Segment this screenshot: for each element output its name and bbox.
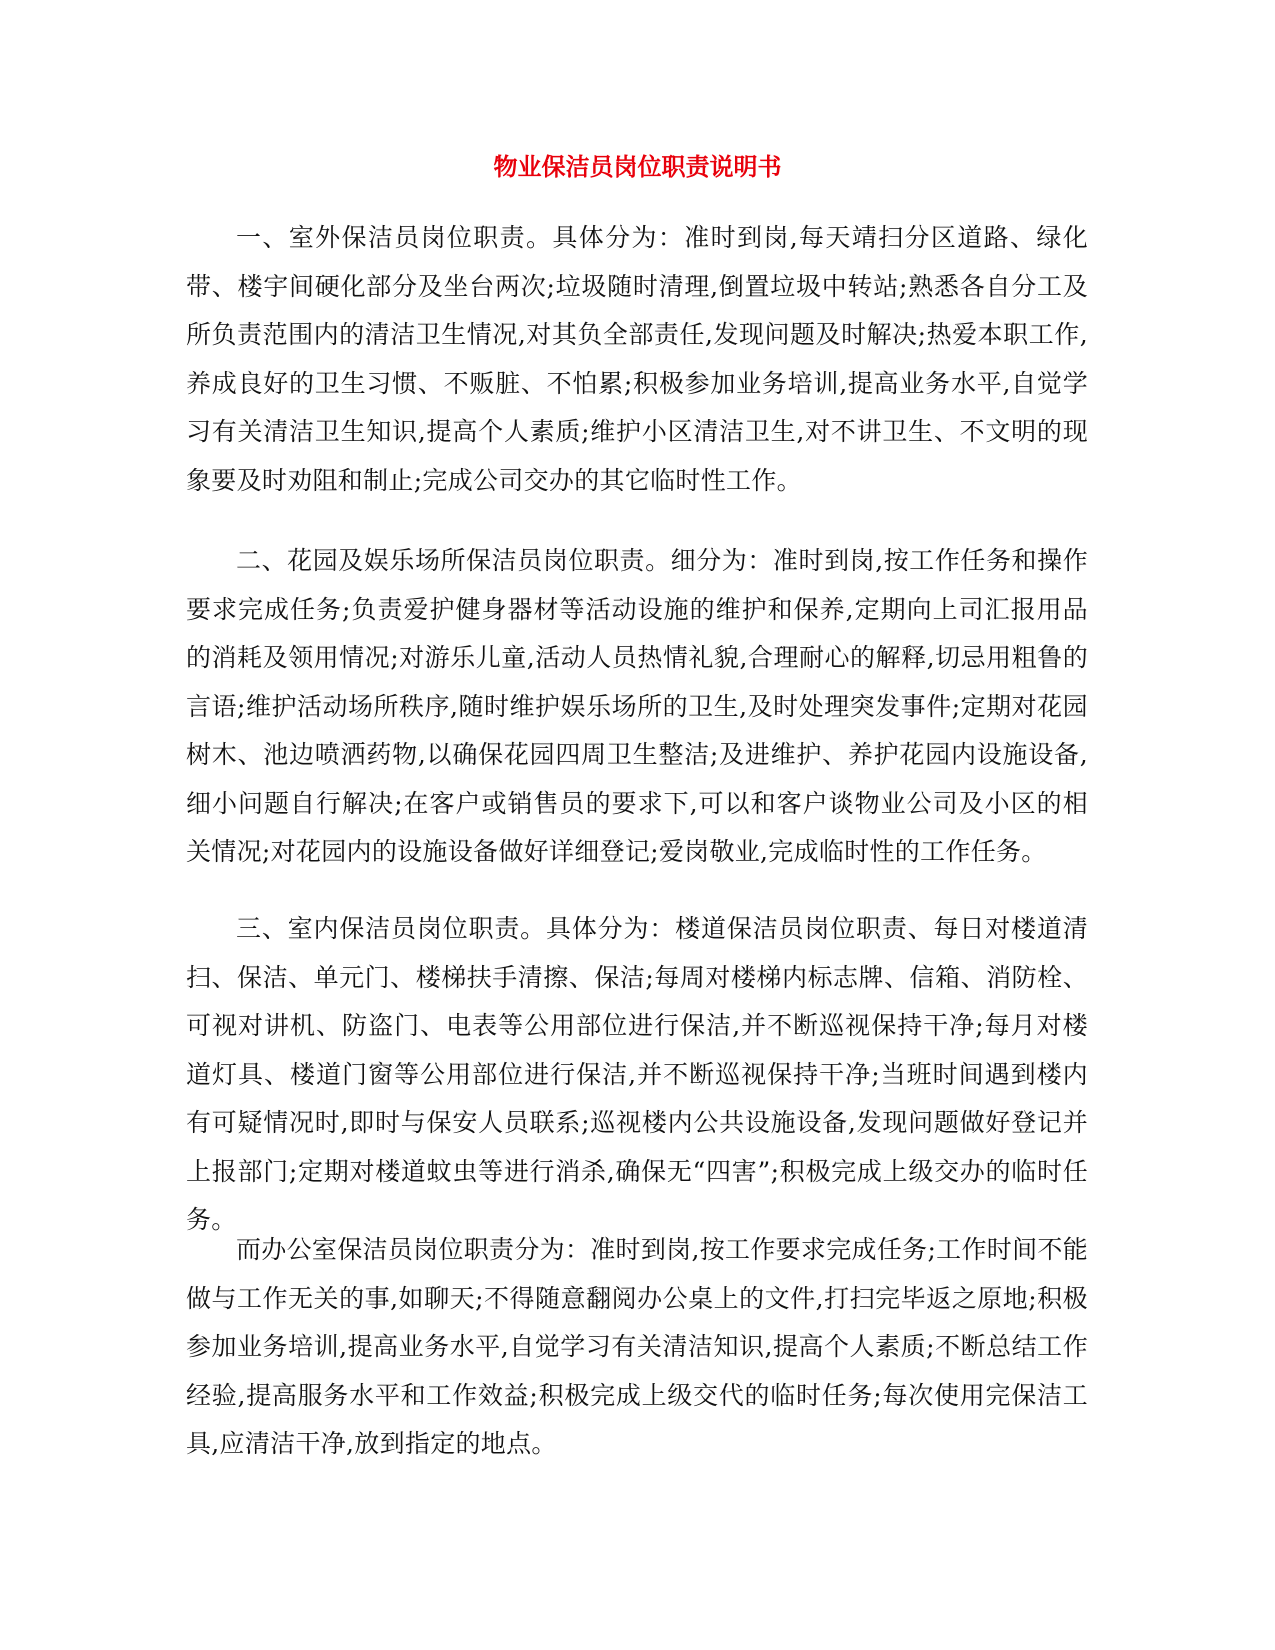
paragraph-outdoor-cleaner-duties: 一、室外保洁员岗位职责。具体分为：准时到岗,每天靖扫分区道路、绿化带、楼宇间硬化部分及坐台两次;垃圾随时清理,倒置垃圾中转站;熟悉各自分工及所负责范围内的清洁卫生情况,对其负全部责任,发现问题及时解决;热爱本职工作,养成良好的卫生习惯、不贩脏、不怕累;积极参加业务培训,提高业务水平,自觉学习有关清洁卫生知识,提高个人素质;维护小区清洁卫生,对不讲卫生、不文明的现象要及时劝阻和制止;完成公司交办的其它临时性工作。: [186, 223, 1088, 495]
document-title: 物业保洁员岗位职责说明书: [493, 152, 782, 181]
paragraph-indoor-cleaner-duties: 三、室内保洁员岗位职责。具体分为：楼道保洁员岗位职责、每日对楼道清扫、保洁、单元门、楼梯扶手清擦、保洁;每周对楼梯内标志牌、信箱、消防栓、可视对讲机、防盗门、电表等公用部位进行保洁,并不断巡视保持干净;每月对楼道灯具、楼道门窗等公用部位进行保洁,并不断巡视保持干净;当班时间遇到楼内有可疑情况时,即时与保安人员联系;巡视楼内公共设施设备,发现问题做好登记并上报部门;定期对楼道蚊虫等进行消杀,确保无“四害”;积极完成上级交办的临时任务。: [186, 914, 1088, 1234]
paragraph-office-cleaner-duties: 而办公室保洁员岗位职责分为：准时到岗,按工作要求完成任务;工作时间不能做与工作无关的事,如聊天;不得随意翻阅办公桌上的文件,打扫完毕返之原地;积极参加业务培训,提高业务水平,自觉学习有关清洁知识,提高个人素质;不断总结工作经验,提高服务水平和工作效益;积极完成上级交代的临时任务;每次使用完保洁工具,应清洁干净,放到指定的地点。: [186, 1235, 1088, 1458]
paragraph-garden-cleaner-duties: 二、花园及娱乐场所保洁员岗位职责。细分为：准时到岗,按工作任务和操作要求完成任务;负责爱护健身器材等活动设施的维护和保养,定期向上司汇报用品的消耗及领用情况;对游乐儿童,活动人员热情礼貌,合理耐心的解释,切忌用粗鲁的言语;维护活动场所秩序,随时维护娱乐场所的卫生,及时处理突发事件;定期对花园树木、池边喷洒药物,以确保花园四周卫生整洁;及进维护、养护花园内设施设备,细小问题自行解决;在客户或销售员的要求下,可以和客户谈物业公司及小区的相关情况;对花园内的设施设备做好详细登记;爱岗敬业,完成临时性的工作任务。: [186, 546, 1088, 866]
